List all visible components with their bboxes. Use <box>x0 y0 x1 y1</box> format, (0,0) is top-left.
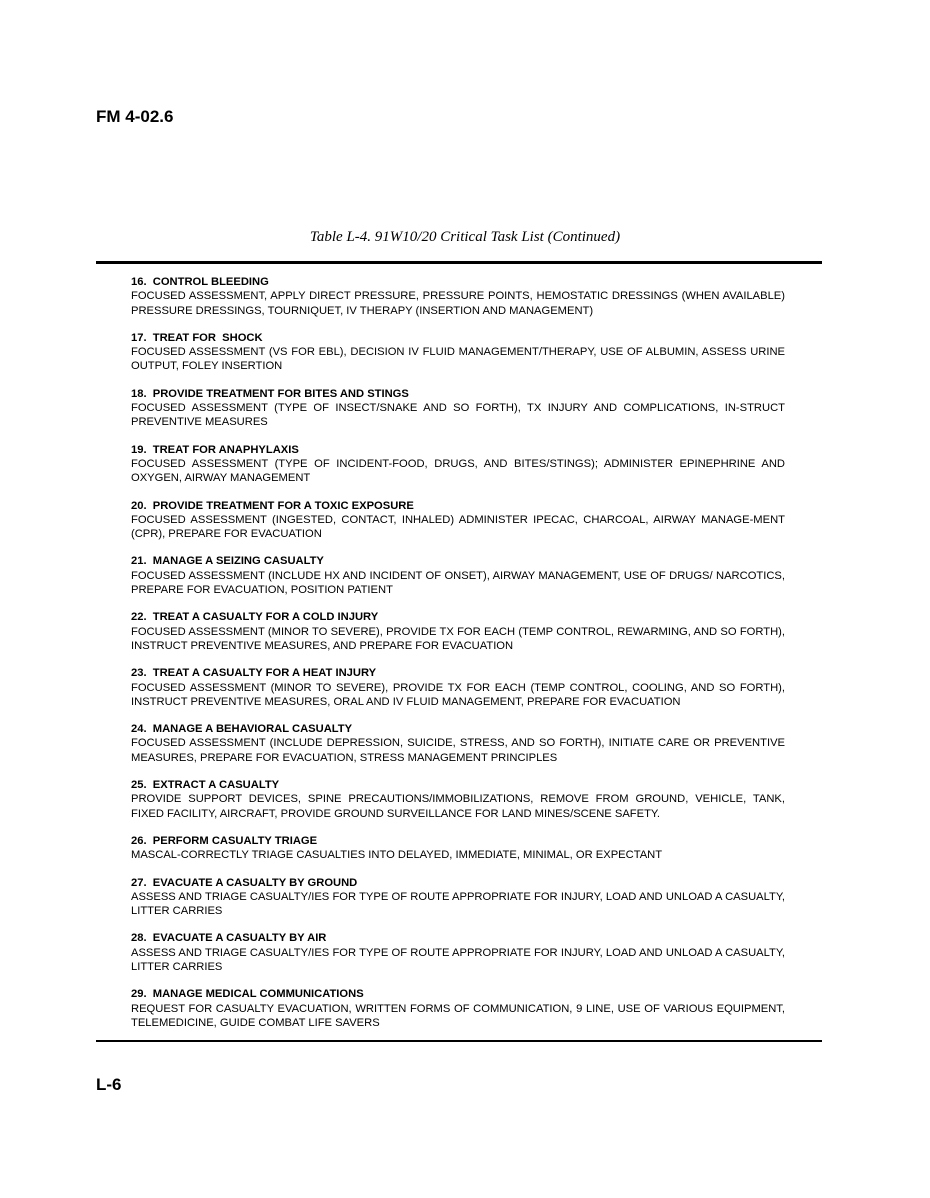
table-caption: Table L-4. 91W10/20 Critical Task List (Continued) <box>309 229 621 245</box>
task-description: FOCUSED ASSESSMENT (INCLUDE HX AND INCIDENT OF ONSET), AIRWAY MANAGEMENT, USE OF DRUGS/ NARCOTICS, PREPARE FOR EVACUATION, POSITION PATIENT <box>131 569 785 597</box>
table-bottom-rule <box>96 1040 822 1042</box>
task-item <box>131 722 785 765</box>
task-item <box>131 275 785 318</box>
task-description: FOCUSED ASSESSMENT (TYPE OF INCIDENT-FOOD, DRUGS, AND BITES/STINGS); ADMINISTER EPINEPHRINE AND OXYGEN, AIRWAY MANAGEMENT <box>131 457 785 485</box>
table-top-rule <box>96 261 822 264</box>
task-description: FOCUSED ASSESSMENT (INGESTED, CONTACT, INHALED) ADMINISTER IPECAC, CHARCOAL, AIRWAY MANAGE-MENT (CPR), PREPARE FOR EVACUATION <box>131 513 785 541</box>
document-id: FM 4-02.6 <box>96 107 174 126</box>
task-description: FOCUSED ASSESSMENT (INCLUDE DEPRESSION, SUICIDE, STRESS, AND SO FORTH), INITIATE CARE OR PREVENTIVE MEASURES, PREPARE FOR EVACUATION, STRESS MANAGEMENT PRINCIPLES <box>131 737 785 764</box>
task-description: MASCAL-CORRECTLY TRIAGE CASUALTIES INTO DELAYED, IMMEDIATE, MINIMAL, OR EXPECTANT <box>131 849 663 862</box>
task-item <box>131 499 785 542</box>
task-title: 29. MANAGE MEDICAL COMMUNICATIONS <box>131 988 364 1001</box>
task-title: 28. EVACUATE A CASUALTY BY AIR <box>131 932 327 945</box>
task-title: 20. PROVIDE TREATMENT FOR A TOXIC EXPOSURE <box>131 499 414 512</box>
task-description: FOCUSED ASSESSMENT, APPLY DIRECT PRESSURE, PRESSURE POINTS, HEMOSTATIC DRESSINGS (WHEN AVAILABLE) PRESSURE DRESSINGS, TOURNIQUET, IV THERAPY (INSERTION AND MANAGEMENT) <box>131 290 785 317</box>
task-title: 24. MANAGE A BEHAVIORAL CASUALTY <box>131 723 353 736</box>
task-title: 22. TREAT A CASUALTY FOR A COLD INJURY <box>131 611 379 624</box>
task-item <box>131 834 785 863</box>
task-title: 19. TREAT FOR ANAPHYLAXIS <box>131 443 299 456</box>
task-description: ASSESS AND TRIAGE CASUALTY/IES FOR TYPE OF ROUTE APPROPRIATE FOR INJURY, LOAD AND UNLOAD A CASUALTY, LITTER CARRIES <box>131 946 785 973</box>
task-item <box>131 610 785 653</box>
task-description: REQUEST FOR CASUALTY EVACUATION, WRITTEN FORMS OF COMMUNICATION, 9 LINE, USE OF VARIOUS EQUIPMENT, TELEMEDICINE, GUIDE COMBAT LIFE SAVERS <box>131 1002 785 1029</box>
critical-task-list <box>131 275 785 1043</box>
task-title: 16. CONTROL BLEEDING <box>131 276 269 288</box>
task-description: FOCUSED ASSESSMENT (MINOR TO SEVERE), PROVIDE TX FOR EACH (TEMP CONTROL, COOLING, AND SO FORTH), INSTRUCT PREVENTIVE MEASURES, ORAL AND IV FLUID MANAGEMENT, PREPARE FOR EVACUATION <box>131 681 785 708</box>
task-title: 26. PERFORM CASUALTY TRIAGE <box>131 834 318 847</box>
task-title: 25. EXTRACT A CASUALTY <box>131 779 280 792</box>
task-item <box>131 987 785 1030</box>
task-description: ASSESS AND TRIAGE CASUALTY/IES FOR TYPE OF ROUTE APPROPRIATE FOR INJURY, LOAD AND UNLOAD A CASUALTY, LITTER CARRIES <box>131 890 785 918</box>
task-item <box>131 666 785 709</box>
task-item <box>131 331 785 374</box>
task-title: 21. MANAGE A SEIZING CASUALTY <box>131 555 324 568</box>
task-title: 18. PROVIDE TREATMENT FOR BITES AND STINGS <box>131 387 409 400</box>
task-item <box>131 931 785 974</box>
task-description: PROVIDE SUPPORT DEVICES, SPINE PRECAUTIONS/IMMOBILIZATIONS, REMOVE FROM GROUND, VEHICLE, TANK, FIXED FACILITY, AIRCRAFT, PROVIDE GROUND SURVEILLANCE FOR LAND MINES/SCENE SAFETY. <box>131 793 785 820</box>
task-item <box>131 443 785 486</box>
task-item <box>131 876 785 919</box>
task-item <box>131 387 785 430</box>
task-description: FOCUSED ASSESSMENT (VS FOR EBL), DECISION IV FLUID MANAGEMENT/THERAPY, USE OF ALBUMIN, ASSESS URINE OUTPUT, FOLEY INSERTION <box>131 346 785 373</box>
task-title: 23. TREAT A CASUALTY FOR A HEAT INJURY <box>131 667 377 680</box>
task-title: 27. EVACUATE A CASUALTY BY GROUND <box>131 876 358 889</box>
task-description: FOCUSED ASSESSMENT (TYPE OF INSECT/SNAKE AND SO FORTH), TX INJURY AND COMPLICATIONS, IN-STRUCT PREVENTIVE MEASURES <box>131 402 785 429</box>
task-item <box>131 554 785 597</box>
page-number: L-6 <box>96 1075 122 1094</box>
task-item <box>131 778 785 821</box>
task-title: 17. TREAT FOR SHOCK <box>131 331 263 344</box>
task-description: FOCUSED ASSESSMENT (MINOR TO SEVERE), PROVIDE TX FOR EACH (TEMP CONTROL, REWARMING, AND SO FORTH), INSTRUCT PREVENTIVE MEASURES, AND PREPARE FOR EVACUATION <box>131 625 785 652</box>
